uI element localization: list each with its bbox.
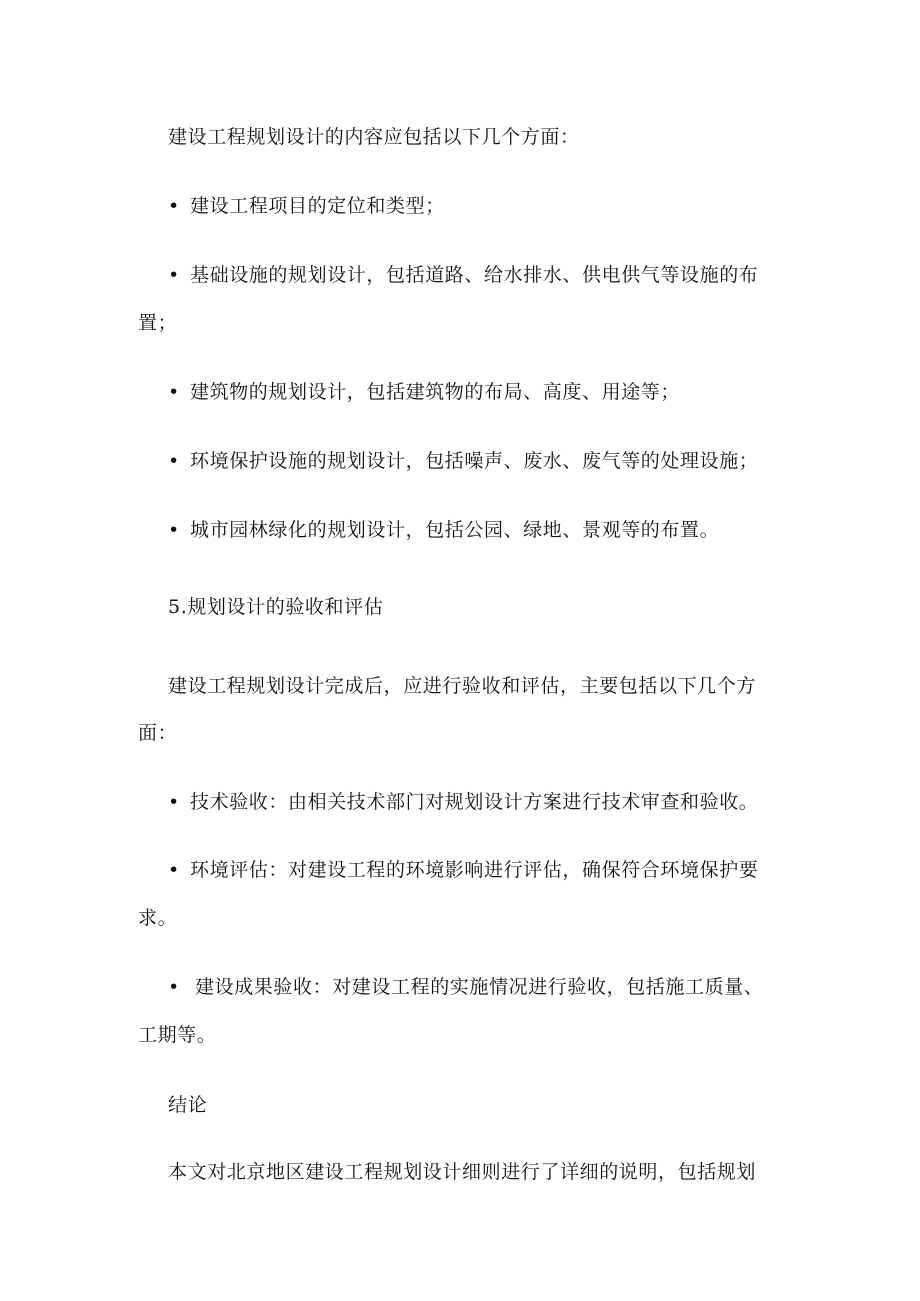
bullet-icon: • [168,450,180,472]
list-item [168,858,758,882]
bullet-icon: • [168,791,180,813]
list-item-text: 城市园林绿化的规划设计，包括公园、绿地、景观等的布置。 [190,519,720,541]
list-item [168,449,758,473]
list-item-text: 环境评估：对建设工程的环境影响进行评估，确保符合环境保护要 [190,859,759,881]
section-intro: 建设工程规划设计完成后，应进行验收和评估，主要包括以下几个方 [168,675,757,697]
bullet-icon: • [168,195,180,217]
list-item [168,790,758,814]
list-item-text: 环境保护设施的规划设计，包括噪声、废水、废气等的处理设施； [190,450,759,472]
conclusion-paragraph: 本文对北京地区建设工程规划设计细则进行了详细的说明，包括规划 [168,1161,757,1183]
list-item-text: 建筑物的规划设计，包括建筑物的布局、高度、用途等； [190,381,681,403]
list-item [168,380,680,404]
list-item [168,194,445,218]
intro-paragraph: 建设工程规划设计的内容应包括以下几个方面： [168,126,580,148]
bullet-icon: • [168,976,180,998]
bullet-icon: • [168,381,180,403]
list-item [168,975,763,999]
section-intro-continuation: 面： [138,722,178,744]
list-item [168,263,758,287]
section-heading: 5.规划设计的验收和评估 [168,596,384,618]
list-item-text: 基础设施的规划设计，包括道路、给水排水、供电供气等设施的布 [190,264,759,286]
list-item-continuation: 置； [138,312,178,334]
list-item-text: 建设工程项目的定位和类型； [190,195,445,217]
list-item-continuation: 工期等。 [138,1024,217,1046]
list-item-text: 技术验收：由相关技术部门对规划设计方案进行技术审查和验收。 [190,791,759,813]
bullet-icon: • [168,264,180,286]
bullet-icon: • [168,519,180,541]
list-item-text: 建设成果验收：对建设工程的实施情况进行验收，包括施工质量、 [195,976,764,998]
list-item-continuation: 求。 [138,907,178,929]
bullet-icon: • [168,859,180,881]
conclusion-heading: 结论 [168,1094,208,1116]
list-item [168,518,719,542]
